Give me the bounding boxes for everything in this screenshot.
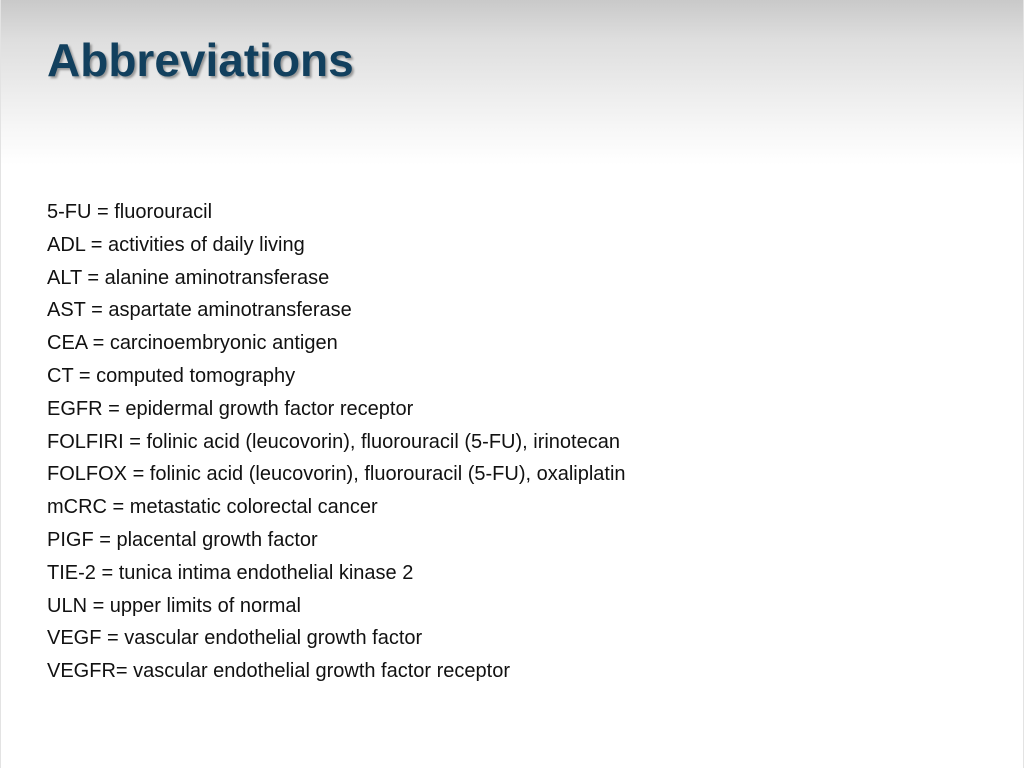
abbreviation-entry: TIE-2 = tunica intima endothelial kinase 2 bbox=[47, 561, 414, 584]
abbreviation-entry: CT = computed tomography bbox=[47, 364, 296, 387]
slide-title: Abbreviations bbox=[47, 34, 354, 86]
abbreviation-entry: PIGF = placental growth factor bbox=[47, 528, 318, 551]
abbreviation-entry: ADL = activities of daily living bbox=[47, 233, 305, 256]
abbreviation-entry: 5-FU = fluorouracil bbox=[47, 201, 213, 223]
abbreviation-entry: EGFR = epidermal growth factor receptor bbox=[47, 397, 414, 420]
abbreviation-entry: CEA = carcinoembryonic antigen bbox=[47, 332, 338, 355]
abbreviation-entry: VEGF = vascular endothelial growth factor bbox=[47, 627, 423, 650]
abbreviation-entry: ALT = alanine aminotransferase bbox=[47, 266, 330, 289]
abbreviation-list bbox=[47, 196, 626, 688]
abbreviation-entry: VEGFR= vascular endothelial growth factor receptor bbox=[47, 660, 510, 683]
abbreviation-entry: FOLFOX = folinic acid (leucovorin), fluorouracil (5-FU), oxaliplatin bbox=[47, 463, 626, 486]
abbreviation-entry: FOLFIRI = folinic acid (leucovorin), fluorouracil (5-FU), irinotecan bbox=[47, 430, 620, 453]
abbreviation-entry: ULN = upper limits of normal bbox=[47, 594, 301, 617]
abbreviation-entry: mCRC = metastatic colorectal cancer bbox=[47, 496, 378, 519]
abbreviation-entry: AST = aspartate aminotransferase bbox=[47, 299, 352, 322]
